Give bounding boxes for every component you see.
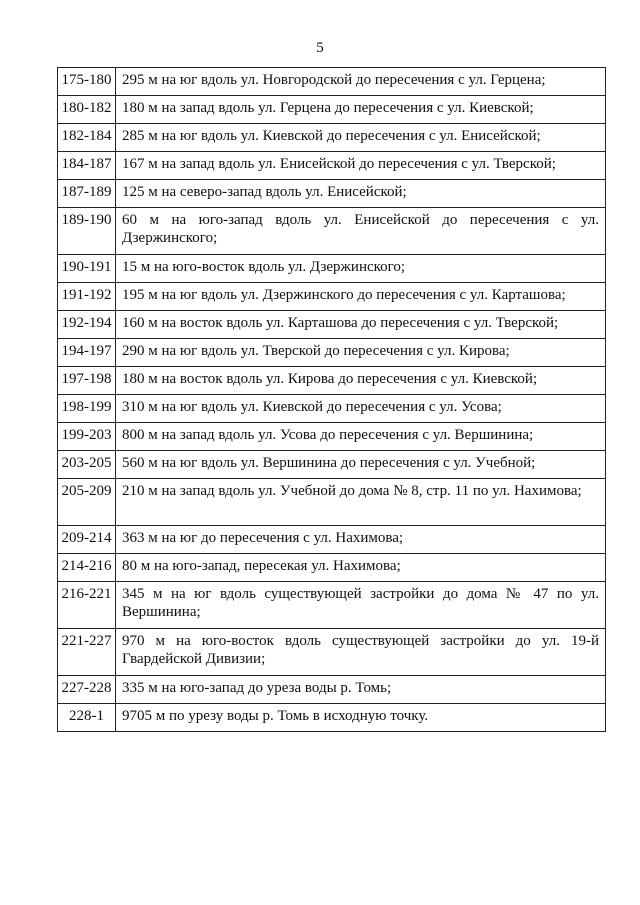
segment-cell: 175-180 [58,68,116,96]
description-cell: 180 м на запад вдоль ул. Герцена до пересечения с ул. Киевской; [116,96,606,124]
table-row [58,152,606,180]
description-cell: 310 м на юг вдоль ул. Киевской до пересечения с ул. Усова; [116,395,606,423]
description-cell: 295 м на юг вдоль ул. Новгородской до пересечения с ул. Герцена; [116,68,606,96]
description-cell: 167 м на запад вдоль ул. Енисейской до пересечения с ул. Тверской; [116,152,606,180]
segment-cell: 205-209 [58,479,116,526]
description-cell: 560 м на юг вдоль ул. Вершинина до пересечения с ул. Учебной; [116,451,606,479]
table-row [58,676,606,704]
table-row [58,68,606,96]
segment-cell: 227-228 [58,676,116,704]
description-cell: 15 м на юго-восток вдоль ул. Дзержинского; [116,255,606,283]
table-row [58,526,606,554]
table-row [58,283,606,311]
segment-cell: 189-190 [58,208,116,255]
description-cell: 290 м на юг вдоль ул. Тверской до пересечения с ул. Кирова; [116,339,606,367]
segment-cell: 190-191 [58,255,116,283]
description-cell: 195 м на юг вдоль ул. Дзержинского до пересечения с ул. Карташова; [116,283,606,311]
table-row [58,554,606,582]
description-cell: 363 м на юг до пересечения с ул. Нахимова; [116,526,606,554]
description-cell: 160 м на восток вдоль ул. Карташова до пересечения с ул. Тверской; [116,311,606,339]
segment-cell: 203-205 [58,451,116,479]
table-row [58,704,606,732]
description-cell: 80 м на юго-запад, пересекая ул. Нахимова; [116,554,606,582]
segment-cell: 199-203 [58,423,116,451]
description-cell: 345 м на юг вдоль существующей застройки до дома № 47 по ул. Вершинина; [116,582,606,629]
route-table [57,67,606,732]
description-cell: 60 м на юго-запад вдоль ул. Енисейской до пересечения с ул. Дзержинского; [116,208,606,255]
description-cell: 125 м на северо-запад вдоль ул. Енисейской; [116,180,606,208]
table-row [58,96,606,124]
table-row [58,582,606,629]
segment-cell: 209-214 [58,526,116,554]
table-row [58,367,606,395]
table-row [58,255,606,283]
segment-cell: 182-184 [58,124,116,152]
table-row [58,423,606,451]
description-cell: 180 м на восток вдоль ул. Кирова до пересечения с ул. Киевской; [116,367,606,395]
table-row [58,395,606,423]
table-row [58,124,606,152]
table-row [58,451,606,479]
description-cell: 335 м на юго-запад до уреза воды р. Томь; [116,676,606,704]
description-cell: 285 м на юг вдоль ул. Киевской до пересечения с ул. Енисейской; [116,124,606,152]
page-number: 5 [316,40,324,56]
description-cell: 970 м на юго-восток вдоль существующей застройки до ул. 19-й Гвардейской Дивизии; [116,629,606,676]
segment-cell: 214-216 [58,554,116,582]
table-row [58,311,606,339]
table-row [58,629,606,676]
segment-cell: 194-197 [58,339,116,367]
route-table-body [58,68,606,732]
segment-cell: 180-182 [58,96,116,124]
table-row [58,339,606,367]
description-cell: 800 м на запад вдоль ул. Усова до пересечения с ул. Вершинина; [116,423,606,451]
segment-cell: 198-199 [58,395,116,423]
segment-cell: 191-192 [58,283,116,311]
segment-cell: 228-1 [58,704,116,732]
segment-cell: 221-227 [58,629,116,676]
table-row [58,479,606,526]
table-row [58,180,606,208]
segment-cell: 187-189 [58,180,116,208]
segment-cell: 184-187 [58,152,116,180]
segment-cell: 216-221 [58,582,116,629]
segment-cell: 197-198 [58,367,116,395]
segment-cell: 192-194 [58,311,116,339]
table-row [58,208,606,255]
description-cell: 210 м на запад вдоль ул. Учебной до дома № 8, стр. 11 по ул. Нахимова; [116,479,606,526]
description-cell: 9705 м по урезу воды р. Томь в исходную точку. [116,704,606,732]
